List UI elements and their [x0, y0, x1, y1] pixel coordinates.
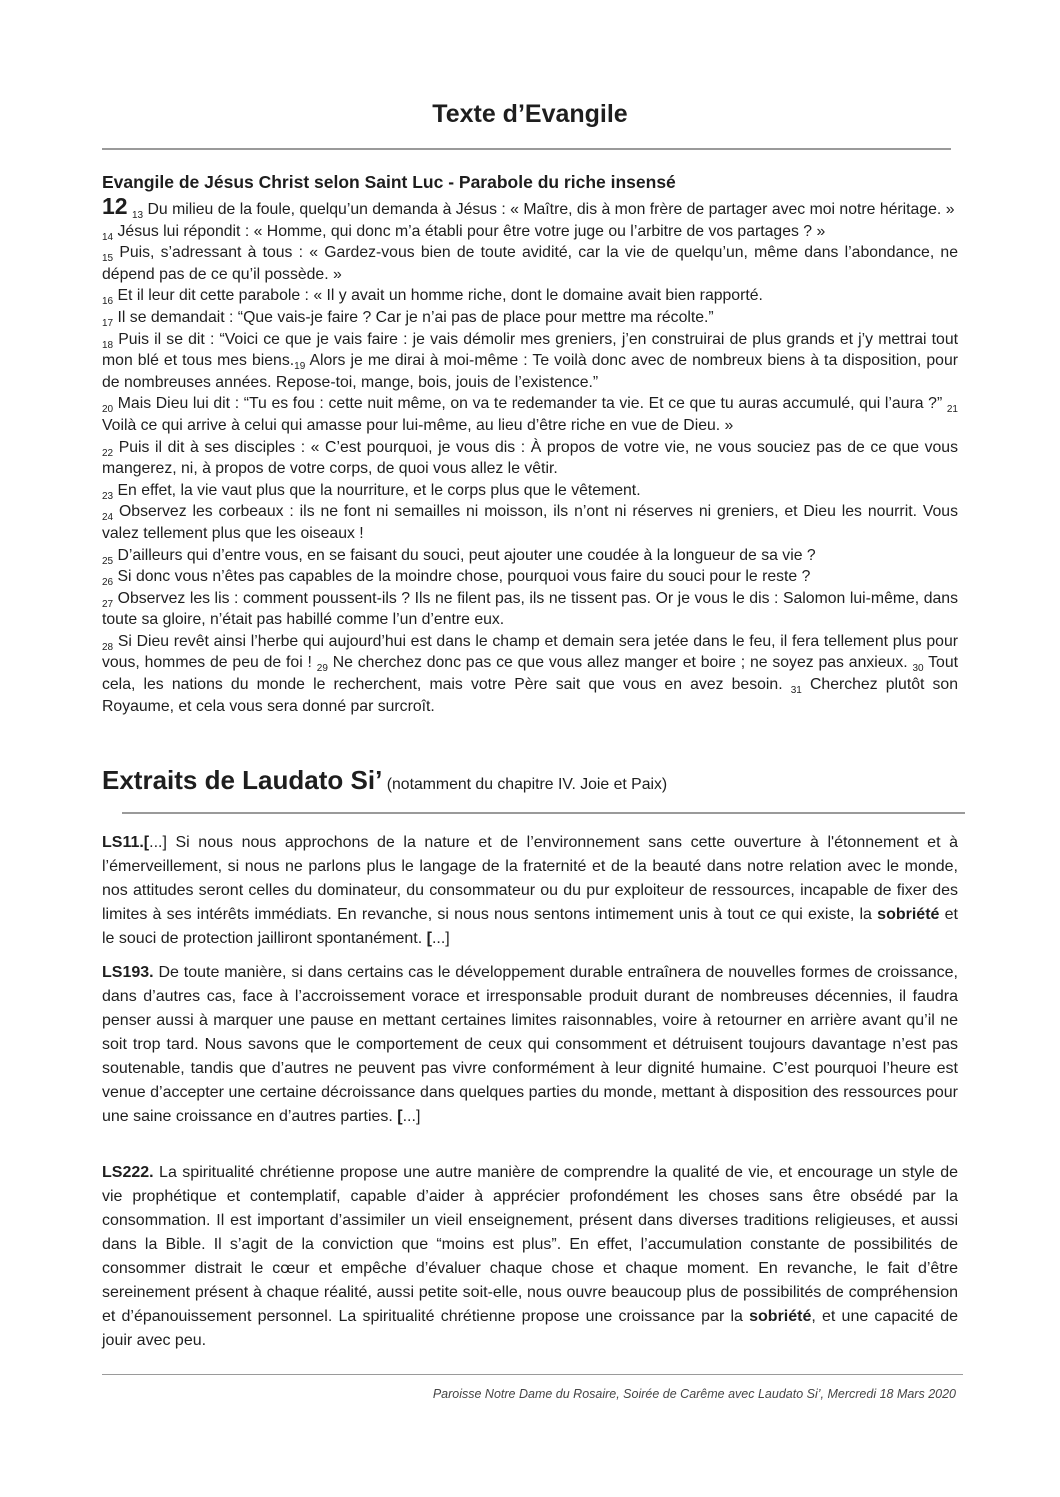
ls193-paragraph — [102, 961, 958, 1129]
verse-15 — [102, 242, 958, 285]
footer-divider — [102, 1374, 963, 1375]
verse-text: D’ailleurs qui d’entre vous, en se faisant du souci, peut ajouter une coudée à la longueur de sa vie ? — [113, 546, 816, 564]
verse-text: Mais Dieu lui dit : “Tu es fou : cette nuit même, on va te redemander ta vie. Et ce que tu auras accumulé, qui l’aura ?” — [113, 395, 943, 413]
ls193-ref: LS193. — [102, 964, 154, 981]
verse-number: 28 — [102, 641, 114, 653]
ls222-ref: LS222. — [102, 1164, 154, 1181]
chapter-number: 12 — [102, 193, 128, 219]
verse-number: 26 — [102, 577, 114, 589]
ls11-text: ...] Si nous nous approchons de la nature et de l’environnement sans cette ouverture à l'étonnement et à l’émerveillement, si nous ne parlons plus le langage de la fraternité et de la beauté dans notre relation avec le monde, nos attitudes seront celles du dominateur, du consommateur ou du pur exploiteur de ressources, incapable de fixer des limites à ses intérêts immédiats. En revanche, si nous nous sentons intimement unis à tout ce qui existe, la — [102, 834, 958, 923]
verse-number: 17 — [102, 317, 114, 329]
verse-number: 22 — [102, 447, 114, 459]
footer-text: Paroisse Notre Dame du Rosaire, Soirée de Carême avec Laudato Si’, Mercredi 18 Mars 2020 — [432, 1387, 956, 1401]
verse-text: Puis, s’adressant à tous : « Gardez-vous bien de toute avidité, car la vie de quelqu’un, même dans l’abondance, ne dépend pas de ce qu’il possède. » — [102, 244, 958, 283]
verse-number: 31 — [790, 685, 802, 697]
verse-number: 14 — [102, 231, 114, 243]
title-divider — [102, 148, 951, 150]
verse-20-21 — [102, 393, 958, 436]
verse-28-31 — [102, 631, 958, 717]
verse-text: Voilà ce qui arrive à celui qui amasse pour lui-même, au lieu d’être riche en vue de Dieu. » — [102, 416, 734, 434]
verse-number: 15 — [102, 253, 114, 265]
verse-text: Si donc vous n’êtes pas capables de la moindre chose, pourquoi vous faire du souci pour le reste ? — [113, 568, 811, 586]
verse-26 — [102, 566, 958, 588]
ls222-text: , et une capacité de jouir avec peu. — [102, 1308, 959, 1349]
verse-27 — [102, 588, 958, 631]
verse-text: Si Dieu revêt ainsi l’herbe qui aujourd’hui est dans le champ et demain sera jetée dans le feu, il fera tellement plus pour vous, hommes de peu de foi ! — [102, 632, 958, 672]
verse-25 — [102, 545, 958, 567]
ls11-text: et le souci de protection jailliront spontanément. — [102, 906, 958, 947]
extraits-heading — [102, 765, 962, 796]
verse-text: Et il leur dit cette parabole : « Il y avait un homme riche, dont le domaine avait bien rapporté. — [113, 287, 763, 305]
verse-number: 29 — [316, 663, 328, 675]
verse-22 — [102, 437, 958, 480]
verse-23 — [102, 480, 958, 502]
verse-number: 27 — [102, 598, 114, 610]
ls193-text: De toute manière, si dans certains cas le développement durable entraînera de nouvelles formes de croissance, dans d’autres cas, face à l’accroissement vorace et irresponsable produit durant de nombreuses décennies, il faudra penser aussi à marquer une pause en mettant certaines limites raisonnables, voire à retourner en arrière avant qu’il ne soit trop tard. Nous savons que le comportement de ceux qui consomment et détruisent toujours davantage n’est pas soutenable, tandis que d’autres ne peuvent pas vivre conformément à leur dignité humaine. C’est pourquoi l’heure est venue d’accepter une certaine décroissance dans quelques parties du monde, mettant à disposition des ressources pour une saine croissance en d’autres parties. — [102, 964, 958, 1125]
verse-text: En effet, la vie vaut plus que la nourriture, et le corps plus que le vêtement. — [113, 481, 641, 499]
verse-14 — [102, 221, 958, 243]
verse-text: Il se demandait : “Que vais-je faire ? Car je n’ai pas de place pour mettre ma récolte.” — [113, 308, 714, 326]
verse-text: Puis il dit à ses disciples : « C’est pourquoi, je vous dis : À propos de votre vie, ne vous souciez pas de ce que vous mangerez, ni, à propos de votre corps, de quoi vous allez le vêtir. — [102, 438, 958, 478]
verse-number: 18 — [102, 339, 114, 351]
verse-text: Observez les corbeaux : ils ne font ni semailles ni moisson, ils n’ont ni réserves ni greniers, et Dieu les nourrit. Vous valez tellement plus que les oiseaux ! — [102, 503, 958, 542]
extraits-title: Extraits de Laudato Si’ — [102, 765, 383, 795]
ls11-bold: sobriété — [877, 906, 940, 923]
ls11-paragraph — [102, 831, 958, 951]
verse-text: Jésus lui répondit : « Homme, qui donc m’a établi pour être votre juge ou l’arbitre de vos partages ? » — [113, 222, 826, 240]
verse-13 — [102, 193, 958, 221]
verse-number: 16 — [102, 296, 114, 308]
gospel-text — [102, 193, 959, 717]
extraits-subtitle: (notamment du chapitre IV. Joie et Paix) — [386, 776, 668, 793]
verse-text: Observez les lis : comment poussent-ils ? Ils ne filent pas, ils ne tissent pas. Or je vous le dis : Salomon lui-même, dans toute sa gloire, n’était pas habillé comme l’un d’entre eux. — [102, 589, 958, 629]
gospel-heading: Evangile de Jésus Christ selon Saint Luc - Parabole du riche insensé — [102, 172, 676, 192]
verse-text: Ne cherchez donc pas ce que vous allez manger et boire ; ne soyez pas anxieux. — [327, 654, 908, 672]
ls222-bold: sobriété — [749, 1308, 812, 1325]
extraits-divider — [122, 812, 965, 814]
ls222-paragraph — [102, 1161, 958, 1353]
ls11-bracket: [ — [426, 930, 432, 947]
verse-text: Puis il se dit : “Voici ce que je vais faire : je vais démolir mes greniers, j’en construirai de plus grands et j’y mettrai tout mon blé et tous mes biens. — [102, 330, 958, 370]
verse-text: Tout cela, les nations du monde le recherchent, mais votre Père sait que vous en avez besoin. — [102, 654, 959, 694]
verse-text: Cherchez plutôt son Royaume, et cela vous sera donné par surcroît. — [102, 676, 958, 715]
verse-text: Alors je me dirai à moi-même : Te voilà donc avec de nombreux biens à ta disposition, pour de nombreuses années. Repose-toi, mange, bois, jouis de l’existence.” — [102, 352, 958, 391]
verse-number: 24 — [102, 512, 114, 524]
ls222-text: La spiritualité chrétienne propose une autre manière de comprendre la qualité de vie, et encourage un style de vie prophétique et contemplatif, capable d’aider à apprécier profondément les choses sans être obsédé par la consommation. Il est important d’assimiler un vieil enseignement, présent dans diverses traditions religieuses, et aussi dans la Bible. Il s’agit de la conviction que “moins est plus”. En effet, l’accumulation constante de possibilités de consommer distrait le cœur et empêche d’évaluer chaque chose et chaque moment. En revanche, le fait d’être sereinement présent à chaque réalité, aussi petite soit-elle, nous ouvre beaucoup plus de possibilités de compréhension et d’épanouissement personnel. La spiritualité chrétienne propose une croissance par la — [102, 1164, 958, 1325]
verse-24 — [102, 501, 958, 544]
verse-number: 25 — [102, 555, 114, 567]
verse-number: 23 — [102, 490, 114, 502]
verse-number: 21 — [946, 404, 958, 416]
verse-number: 20 — [102, 404, 114, 416]
verse-number: 19 — [294, 361, 306, 373]
ls11-ref: LS11.[ — [102, 834, 150, 851]
verse-text: Du milieu de la foule, quelqu’un demanda à Jésus : « Maître, dis à mon frère de partager avec moi notre héritage. » — [143, 201, 955, 218]
verse-18-19 — [102, 329, 958, 394]
verse-17 — [102, 307, 958, 329]
ls193-bracket: [ — [397, 1108, 403, 1125]
verse-number: 30 — [912, 663, 924, 675]
ls193-end: ...] — [402, 1108, 421, 1125]
ls11-end: ...] — [431, 930, 450, 947]
page-title: Texte d’Evangile — [432, 100, 628, 128]
verse-number: 13 — [131, 210, 144, 221]
verse-16 — [102, 285, 958, 307]
